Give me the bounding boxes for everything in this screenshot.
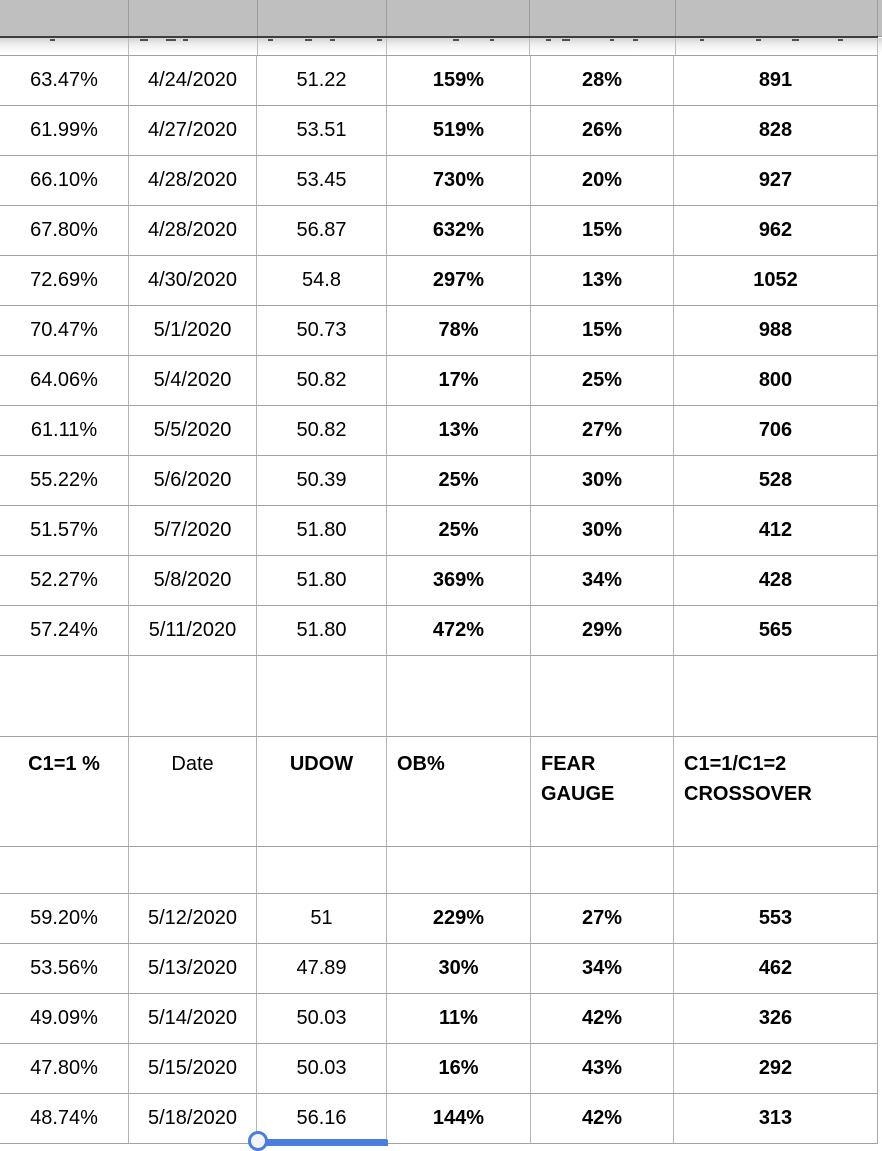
cell-fear-gauge[interactable]: 15% [531,306,674,355]
table-row [0,406,878,456]
column-divider [529,38,530,55]
cell-crossover[interactable]: 313 [674,1094,878,1143]
cell-ob-pct[interactable]: 229% [387,894,531,943]
cell-c1-pct[interactable]: 72.69% [0,256,129,305]
table-row [0,56,878,106]
empty-row [0,847,878,894]
header-bottom-rule-right [878,36,882,37]
cell-c1-pct[interactable]: 53.56% [0,944,129,993]
cell-date[interactable]: 5/11/2020 [129,606,257,655]
cell-ob-pct[interactable]: 519% [387,106,531,155]
cell-date[interactable]: 5/8/2020 [129,556,257,605]
cell-crossover[interactable]: 988 [674,306,878,355]
empty-cell-fear-gauge[interactable] [531,656,674,736]
cell-udow[interactable]: 54.8 [257,256,387,305]
cell-date[interactable]: 4/27/2020 [129,106,257,155]
cell-date[interactable]: 5/13/2020 [129,944,257,993]
cell-udow[interactable]: 51.80 [257,506,387,555]
empty-cell-ob-pct[interactable] [387,847,531,893]
cell-fear-gauge[interactable]: 27% [531,894,674,943]
table-row [0,106,878,156]
clipped-text-fragment [166,39,176,41]
cell-ob-pct[interactable]: 25% [387,456,531,505]
cell-ob-pct[interactable]: 144% [387,1094,531,1143]
cell-c1-pct[interactable]: 51.57% [0,506,129,555]
cell-ob-pct[interactable]: 78% [387,306,531,355]
cell-c1-pct[interactable]: 61.99% [0,106,129,155]
clipped-text-fragment [330,39,335,41]
empty-cell-c1-pct[interactable] [0,847,129,893]
cell-date[interactable]: 5/6/2020 [129,456,257,505]
cell-udow[interactable]: 47.89 [257,944,387,993]
cell-fear-gauge[interactable]: 42% [531,1094,674,1143]
cell-date[interactable]: 4/24/2020 [129,56,257,105]
cell-fear-gauge[interactable]: 15% [531,206,674,255]
empty-cell-udow[interactable] [257,847,387,893]
cell-fear-gauge[interactable]: 30% [531,456,674,505]
cell-crossover[interactable]: 828 [674,106,878,155]
cell-udow[interactable]: 50.03 [257,1044,387,1093]
cell-fear-gauge[interactable]: 13% [531,256,674,305]
table-row [0,556,878,606]
column-divider [529,0,530,36]
empty-cell-ob-pct[interactable] [387,656,531,736]
cell-fear-gauge[interactable]: 34% [531,556,674,605]
cell-udow[interactable]: 51.80 [257,606,387,655]
cell-ob-pct[interactable]: 17% [387,356,531,405]
empty-cell-fear-gauge[interactable] [531,847,674,893]
cell-date[interactable]: 5/7/2020 [129,506,257,555]
clipped-text-fragment [50,39,55,41]
header-cell-fear-gauge[interactable]: FEAR GAUGE [531,737,674,846]
cell-crossover[interactable]: 800 [674,356,878,405]
column-divider [675,38,676,55]
clipped-text-fragment [610,39,614,41]
cell-fear-gauge[interactable]: 25% [531,356,674,405]
cell-c1-pct[interactable]: 49.09% [0,994,129,1043]
cell-fear-gauge[interactable]: 30% [531,506,674,555]
cell-ob-pct[interactable]: 159% [387,56,531,105]
cell-udow[interactable]: 56.16 [257,1094,387,1143]
clipped-text-fragment [562,39,570,41]
header-cell-udow[interactable]: UDOW [257,737,387,846]
cell-date[interactable]: 5/4/2020 [129,356,257,405]
cell-c1-pct[interactable]: 59.20% [0,894,129,943]
table-row [0,944,878,994]
clipped-text-fragment [633,39,638,41]
cell-crossover[interactable]: 528 [674,456,878,505]
empty-cell-c1-pct[interactable] [0,656,129,736]
cell-udow[interactable]: 56.87 [257,206,387,255]
cell-c1-pct[interactable]: 64.06% [0,356,129,405]
column-divider [257,0,258,36]
column-divider [257,38,258,55]
cell-c1-pct[interactable]: 57.24% [0,606,129,655]
table-row [0,894,878,944]
cell-ob-pct[interactable]: 30% [387,944,531,993]
cell-c1-pct[interactable]: 70.47% [0,306,129,355]
table-row [0,256,878,306]
cell-date[interactable]: 5/5/2020 [129,406,257,455]
table-row [0,156,878,206]
cell-c1-pct[interactable]: 55.22% [0,456,129,505]
cell-fear-gauge[interactable]: 43% [531,1044,674,1093]
cell-c1-pct[interactable]: 52.27% [0,556,129,605]
cell-fear-gauge[interactable]: 42% [531,994,674,1043]
cell-selection-handle[interactable] [248,1131,268,1151]
clipped-text-fragment [792,39,799,41]
cell-fear-gauge[interactable]: 27% [531,406,674,455]
cell-ob-pct[interactable]: 730% [387,156,531,205]
cell-date[interactable]: 5/18/2020 [129,1094,257,1143]
clipped-text-fragment [453,39,459,41]
cell-crossover[interactable]: 553 [674,894,878,943]
table-row [0,994,878,1044]
clipped-text-fragment [838,39,843,41]
cell-date[interactable]: 5/14/2020 [129,994,257,1043]
cell-c1-pct[interactable]: 47.80% [0,1044,129,1093]
rows-above-header [0,56,878,656]
column-divider [386,38,387,55]
cell-fear-gauge[interactable]: 34% [531,944,674,993]
header-cell-c1-pct[interactable]: C1=1 % [0,737,129,846]
cell-udow[interactable]: 50.03 [257,994,387,1043]
cell-date[interactable]: 5/15/2020 [129,1044,257,1093]
empty-cell-date[interactable] [129,656,257,736]
table-row [0,506,878,556]
table-row [0,306,878,356]
cell-crossover[interactable]: 706 [674,406,878,455]
cell-ob-pct[interactable]: 13% [387,406,531,455]
column-divider [877,38,878,55]
clipped-text-fragment [183,39,188,41]
cell-date[interactable]: 5/12/2020 [129,894,257,943]
cell-c1-pct[interactable]: 48.74% [0,1094,129,1143]
cell-udow[interactable]: 50.82 [257,356,387,405]
header-cell-ob-pct[interactable]: OB% [387,737,531,846]
cell-c1-pct[interactable]: 67.80% [0,206,129,255]
cell-udow[interactable]: 53.51 [257,106,387,155]
cell-crossover[interactable]: 326 [674,994,878,1043]
cell-crossover[interactable]: 1052 [674,256,878,305]
column-divider [386,0,387,36]
cell-udow[interactable]: 50.82 [257,406,387,455]
cell-ob-pct[interactable]: 632% [387,206,531,255]
table-row [0,1094,878,1144]
cell-udow[interactable]: 51.22 [257,56,387,105]
cell-crossover[interactable]: 565 [674,606,878,655]
table-row [0,606,878,656]
clipped-text-fragment [377,39,382,41]
cell-date[interactable]: 5/1/2020 [129,306,257,355]
empty-cell-crossover[interactable] [674,656,878,736]
table-row [0,206,878,256]
column-divider [877,0,878,36]
cell-ob-pct[interactable]: 297% [387,256,531,305]
cell-crossover[interactable]: 962 [674,206,878,255]
cell-date[interactable]: 4/28/2020 [129,156,257,205]
cell-fear-gauge[interactable]: 20% [531,156,674,205]
cell-udow[interactable]: 51 [257,894,387,943]
cell-c1-pct[interactable]: 61.11% [0,406,129,455]
cell-ob-pct[interactable]: 472% [387,606,531,655]
cell-crossover[interactable]: 428 [674,556,878,605]
column-divider [128,38,129,55]
clipped-text-fragment [546,39,551,41]
table-row [0,456,878,506]
cell-fear-gauge[interactable]: 26% [531,106,674,155]
clipped-text-fragment [700,39,704,41]
cell-ob-pct[interactable]: 16% [387,1044,531,1093]
clipped-header-band [0,0,882,36]
clipped-text-fragment [305,39,312,41]
cell-crossover[interactable]: 412 [674,506,878,555]
table-row [0,356,878,406]
cell-date[interactable]: 4/30/2020 [129,256,257,305]
clipped-text-fragment [490,39,494,41]
header-cell-date[interactable]: Date [129,737,257,846]
empty-cell-crossover[interactable] [674,847,878,893]
table-header-row [0,737,878,847]
empty-cell-date[interactable] [129,847,257,893]
cell-crossover[interactable]: 927 [674,156,878,205]
cell-crossover[interactable]: 462 [674,944,878,993]
rows-below-header [0,894,878,1144]
cell-ob-pct[interactable]: 25% [387,506,531,555]
cell-ob-pct[interactable]: 369% [387,556,531,605]
empty-cell-udow[interactable] [257,656,387,736]
column-divider [675,0,676,36]
cell-c1-pct[interactable]: 63.47% [0,56,129,105]
table-row [0,1044,878,1094]
empty-row [0,656,878,737]
cell-c1-pct[interactable]: 66.10% [0,156,129,205]
cell-selection-border[interactable] [255,1139,388,1146]
cell-crossover[interactable]: 891 [674,56,878,105]
cell-udow[interactable]: 51.80 [257,556,387,605]
header-cell-crossover[interactable]: C1=1/C1=2 CROSSOVER [674,737,878,846]
clipped-text-fragment [268,39,273,41]
cell-udow[interactable]: 50.73 [257,306,387,355]
clipped-text-fragment [756,39,761,41]
column-divider [128,0,129,36]
cell-udow[interactable]: 50.39 [257,456,387,505]
cell-date[interactable]: 4/28/2020 [129,206,257,255]
cell-crossover[interactable]: 292 [674,1044,878,1093]
cell-udow[interactable]: 53.45 [257,156,387,205]
cell-ob-pct[interactable]: 11% [387,994,531,1043]
clipped-row-shadow [0,38,882,55]
cell-fear-gauge[interactable]: 28% [531,56,674,105]
spreadsheet-table [0,55,878,1144]
cell-fear-gauge[interactable]: 29% [531,606,674,655]
clipped-text-fragment [140,39,148,41]
